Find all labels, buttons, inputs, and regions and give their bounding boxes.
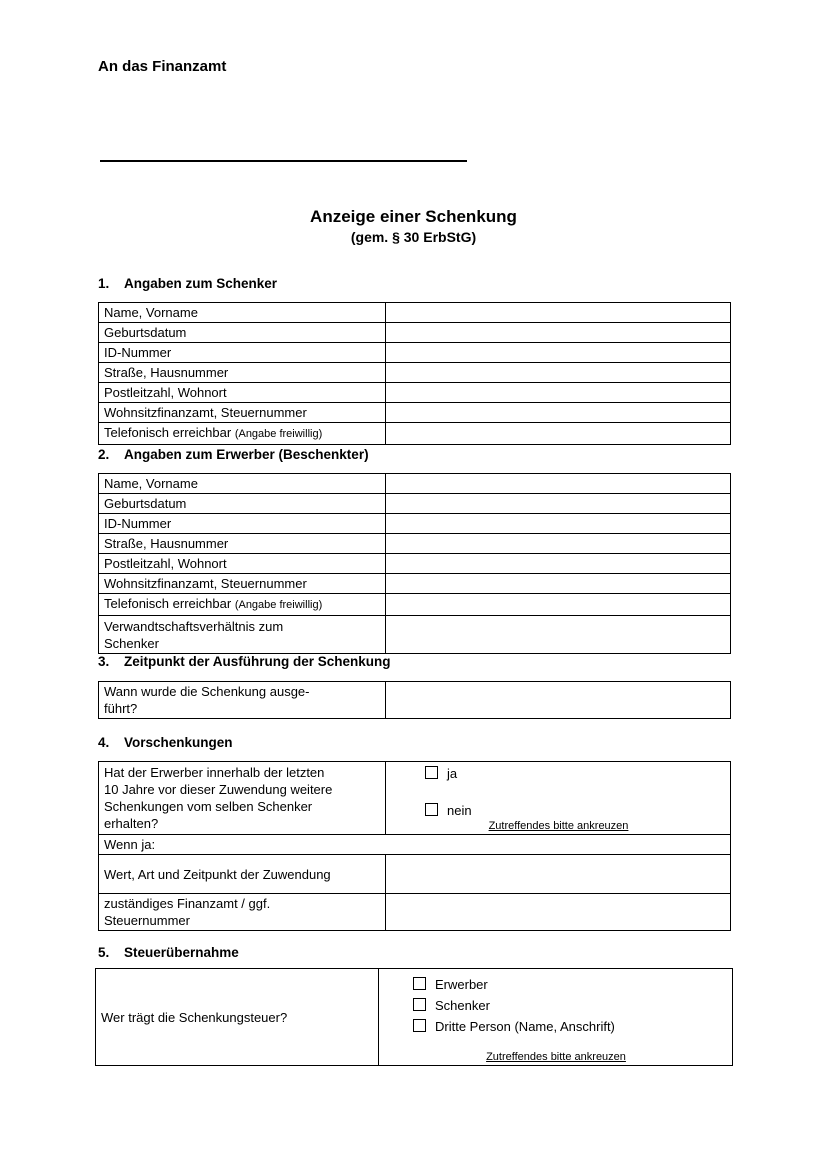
checkbox-icon[interactable] bbox=[413, 977, 426, 990]
field-value-cell[interactable] bbox=[386, 855, 731, 894]
conditional-label: Wenn ja: bbox=[99, 835, 731, 855]
field-label: ID-Nummer bbox=[99, 514, 386, 534]
field-label: Name, Vorname bbox=[99, 303, 386, 323]
finanzamt-fill-in-line[interactable] bbox=[100, 160, 467, 162]
form-title: Anzeige einer Schenkung bbox=[310, 207, 517, 226]
section1-number: 1. bbox=[98, 276, 110, 291]
checkbox-icon[interactable] bbox=[425, 803, 438, 816]
table-row bbox=[99, 383, 731, 403]
field-label: Geburtsdatum bbox=[99, 323, 386, 343]
option-erwerber[interactable] bbox=[384, 976, 728, 994]
field-label-note: (Angabe freiwillig) bbox=[234, 599, 323, 611]
field-value-cell[interactable] bbox=[386, 534, 731, 554]
vorschenkungen-table bbox=[98, 761, 731, 931]
table-row bbox=[99, 594, 731, 616]
table-row bbox=[99, 363, 731, 383]
field-value-cell[interactable] bbox=[386, 554, 731, 574]
table-row bbox=[99, 403, 731, 423]
section4-heading bbox=[98, 735, 233, 750]
table-row bbox=[99, 894, 731, 931]
field-label: Geburtsdatum bbox=[99, 494, 386, 514]
section2-heading bbox=[98, 447, 369, 462]
section5-heading bbox=[98, 945, 239, 960]
option-dritte-person-label: Dritte Person (Name, Anschrift) bbox=[435, 1018, 615, 1034]
tax-payer-options-cell bbox=[379, 969, 733, 1066]
field-value-cell[interactable] bbox=[386, 894, 731, 931]
zeitpunkt-table bbox=[98, 681, 731, 719]
table-row bbox=[99, 682, 731, 719]
field-value-cell[interactable] bbox=[386, 474, 731, 494]
option-schenker[interactable] bbox=[384, 997, 728, 1015]
table-row bbox=[99, 835, 731, 855]
table-row bbox=[99, 574, 731, 594]
field-label: Postleitzahl, Wohnort bbox=[99, 554, 386, 574]
field-label: Telefonisch erreichbar (Angabe freiwillig) bbox=[99, 423, 386, 445]
table-row bbox=[96, 969, 733, 1066]
section4-heading-text: Vorschenkungen bbox=[124, 735, 233, 750]
section2-heading-text: Angaben zum Erwerber (Beschenkter) bbox=[124, 447, 369, 462]
table-row bbox=[99, 343, 731, 363]
field-value-cell[interactable] bbox=[386, 682, 731, 719]
section3-heading bbox=[98, 654, 391, 669]
steueruebernahme-table bbox=[95, 968, 733, 1066]
table-row bbox=[99, 514, 731, 534]
schenker-table bbox=[98, 302, 731, 445]
field-value-cell[interactable] bbox=[386, 574, 731, 594]
section3-heading-text: Zeitpunkt der Ausführung der Schenkung bbox=[124, 654, 391, 669]
field-label: Verwandtschaftsverhältnis zum Schenker bbox=[99, 616, 386, 654]
field-value-cell[interactable] bbox=[386, 363, 731, 383]
yes-no-cell bbox=[386, 762, 731, 835]
section5-number: 5. bbox=[98, 945, 110, 960]
table-row bbox=[99, 554, 731, 574]
table-row bbox=[99, 855, 731, 894]
option-ja-label: ja bbox=[447, 766, 458, 781]
checkbox-instruction: Zutreffendes bitte ankreuzen bbox=[488, 820, 629, 832]
checkbox-instruction: Zutreffendes bitte ankreuzen bbox=[486, 1050, 626, 1063]
field-value-cell[interactable] bbox=[386, 323, 731, 343]
option-erwerber-label: Erwerber bbox=[435, 976, 488, 992]
option-dritte-person[interactable] bbox=[384, 1018, 728, 1036]
option-nein[interactable] bbox=[391, 802, 726, 820]
checkbox-icon[interactable] bbox=[413, 1019, 426, 1032]
section5-heading-text: Steuerübernahme bbox=[124, 945, 239, 960]
table-row bbox=[99, 323, 731, 343]
field-value-cell[interactable] bbox=[386, 616, 731, 654]
field-label: Wann wurde die Schenkung ausge- führt? bbox=[99, 682, 386, 719]
field-label: zuständiges Finanzamt / ggf. Steuernummer bbox=[99, 894, 386, 931]
checkbox-icon[interactable] bbox=[425, 766, 438, 779]
field-value-cell[interactable] bbox=[386, 594, 731, 616]
field-value-cell[interactable] bbox=[386, 303, 731, 323]
table-row bbox=[99, 494, 731, 514]
field-label: Telefonisch erreichbar (Angabe freiwillig) bbox=[99, 594, 386, 616]
field-label: Wohnsitzfinanzamt, Steuernummer bbox=[99, 403, 386, 423]
field-label: Hat der Erwerber innerhalb der letzten 10 Jahre vor dieser Zuwendung weitere Schenkungen vom selben Schenker erhalten? bbox=[99, 762, 386, 835]
checkbox-icon[interactable] bbox=[413, 998, 426, 1011]
field-value-cell[interactable] bbox=[386, 383, 731, 403]
field-value-cell[interactable] bbox=[386, 494, 731, 514]
addressee-label: An das Finanzamt bbox=[98, 58, 227, 75]
field-value-cell[interactable] bbox=[386, 403, 731, 423]
option-nein-label: nein bbox=[447, 803, 472, 818]
field-label: Wohnsitzfinanzamt, Steuernummer bbox=[99, 574, 386, 594]
section3-number: 3. bbox=[98, 654, 110, 669]
field-value-cell[interactable] bbox=[386, 423, 731, 445]
title-block bbox=[0, 206, 827, 246]
field-value-cell[interactable] bbox=[386, 343, 731, 363]
table-row bbox=[99, 762, 731, 835]
option-schenker-label: Schenker bbox=[435, 997, 490, 1013]
field-label: Wert, Art und Zeitpunkt der Zuwendung bbox=[99, 855, 386, 894]
form-subtitle: (gem. § 30 ErbStG) bbox=[350, 229, 477, 245]
field-label: ID-Nummer bbox=[99, 343, 386, 363]
field-label-note: (Angabe freiwillig) bbox=[234, 428, 323, 440]
table-row bbox=[99, 534, 731, 554]
field-label: Straße, Hausnummer bbox=[99, 534, 386, 554]
field-label: Postleitzahl, Wohnort bbox=[99, 383, 386, 403]
field-label: Name, Vorname bbox=[99, 474, 386, 494]
section1-heading bbox=[98, 276, 277, 291]
table-row bbox=[99, 423, 731, 445]
field-label: Wer trägt die Schenkungsteuer? bbox=[96, 969, 379, 1066]
table-row bbox=[99, 616, 731, 654]
section1-heading-text: Angaben zum Schenker bbox=[124, 276, 278, 291]
table-row bbox=[99, 303, 731, 323]
table-row bbox=[99, 474, 731, 494]
field-value-cell[interactable] bbox=[386, 514, 731, 534]
section4-number: 4. bbox=[98, 735, 110, 750]
field-label: Straße, Hausnummer bbox=[99, 363, 386, 383]
option-ja[interactable] bbox=[391, 765, 726, 783]
erwerber-table bbox=[98, 473, 731, 654]
section2-number: 2. bbox=[98, 447, 110, 462]
